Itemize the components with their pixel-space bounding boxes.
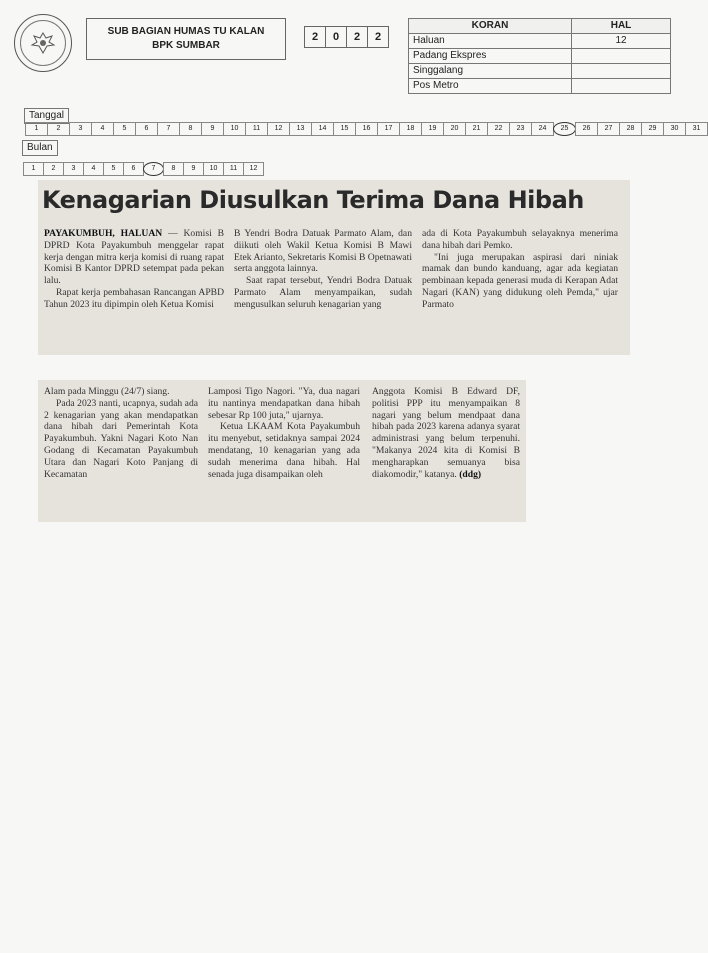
article-column-4	[44, 386, 198, 480]
date-cell: 6	[135, 122, 158, 136]
date-cell: 21	[465, 122, 488, 136]
unit-header	[86, 18, 286, 60]
koran-table	[408, 18, 671, 94]
date-cell: 11	[245, 122, 268, 136]
article-column-3	[422, 228, 618, 311]
dateline: PAYAKUMBUH, HALUAN	[44, 228, 163, 239]
date-cell: 3	[63, 162, 84, 176]
year-digit: 0	[325, 26, 347, 48]
date-cell: 19	[421, 122, 444, 136]
col2-para-2: Saat rapat tersebut, Yendri Bodra Datuak Parmato Alam menyampaikan, sudah mengusulkan seluruh kenagarian yang	[234, 275, 412, 310]
bulan-strip	[24, 162, 264, 176]
article-column-6	[372, 386, 520, 480]
bulan-label: Bulan	[22, 140, 58, 156]
hal-header: HAL	[572, 19, 671, 34]
col3-para-1: ada di Kota Payakumbuh selayaknya menerima dana hibah dari Pemko.	[422, 228, 618, 251]
table-row	[409, 49, 671, 64]
date-cell: 1	[23, 162, 44, 176]
year-digit: 2	[367, 26, 389, 48]
col4-para-1: Alam pada Minggu (24/7) siang.	[44, 386, 170, 397]
col3-para-2: "Ini juga merupakan aspirasi dari niniak mamak dan bundo kanduang, agar ada kegiatan pembinaan kepada generasi muda di Kerapan Adat Nagari (KAN) yang didukung oleh Pemda," ujar Parmato	[422, 251, 618, 310]
col6-para-1: Anggota Komisi B Edward DF, politisi PPP itu menyampaikan 8 nagari yang belum mendpaat dana hibah pada 2023 karena adanya syarat administrasi yang belum terpenuhi. "Makanya 2024 kita di Komisi B mengharapkan semuanya bisa diakomodir," katanya.	[372, 386, 520, 480]
date-cell: 22	[487, 122, 510, 136]
table-row	[409, 64, 671, 79]
date-cell: 30	[663, 122, 686, 136]
date-cell: 4	[83, 162, 104, 176]
date-cell: 13	[289, 122, 312, 136]
date-cell: 9	[183, 162, 204, 176]
date-cell: 17	[377, 122, 400, 136]
date-cell: 2	[43, 162, 64, 176]
date-cell: 5	[113, 122, 136, 136]
year-digit: 2	[304, 26, 326, 48]
col5-para-2: Ketua LKAAM Kota Payakumbuh itu menyebut, setidaknya sampai 2024 mendatang, 10 kenagarian yang ada sudah menerima dana hibah. Hal senada juga disampaikan oleh	[208, 421, 360, 480]
date-cell: 1	[25, 122, 48, 136]
date-cell-selected: 7	[143, 162, 164, 176]
article-column-2	[234, 228, 412, 311]
article-column-5	[208, 386, 360, 480]
unit-line-1: SUB BAGIAN HUMAS TU KALAN	[107, 26, 265, 37]
garuda-seal-icon	[14, 14, 72, 72]
byline-sign: (ddg)	[459, 468, 482, 480]
date-cell: 8	[163, 162, 184, 176]
table-row	[409, 79, 671, 94]
date-cell: 3	[69, 122, 92, 136]
date-cell: 20	[443, 122, 466, 136]
clipping-bottom	[38, 380, 526, 522]
koran-name: Pos Metro	[409, 79, 572, 94]
koran-hal	[572, 79, 671, 94]
date-cell: 11	[223, 162, 244, 176]
date-cell: 2	[47, 122, 70, 136]
year-digit: 2	[346, 26, 368, 48]
table-row	[409, 34, 671, 49]
date-cell: 16	[355, 122, 378, 136]
date-cell: 15	[333, 122, 356, 136]
date-cell: 23	[509, 122, 532, 136]
date-cell: 26	[575, 122, 598, 136]
date-cell: 29	[641, 122, 664, 136]
date-cell: 12	[243, 162, 264, 176]
clipping-top	[38, 180, 630, 355]
col1-para-1: — Komisi B DPRD Kota Payakumbuh menggelar rapat kerja dengan mitra kerja komisi di ruang rapat Komisi B Kantor DPRD setempat pada pekan lalu.	[44, 228, 224, 287]
date-cell: 7	[157, 122, 180, 136]
col1-para-2: Rapat kerja pembahasan Rancangan APBD Tahun 2023 itu dipimpin oleh Ketua Komisi	[44, 286, 224, 310]
date-cell: 10	[223, 122, 246, 136]
koran-name: Padang Ekspres	[409, 49, 572, 64]
date-cell: 6	[123, 162, 144, 176]
koran-hal	[572, 64, 671, 79]
article-column-1	[44, 228, 224, 311]
date-cell: 9	[201, 122, 224, 136]
date-cell: 4	[91, 122, 114, 136]
koran-header: KORAN	[409, 19, 572, 34]
date-cell: 28	[619, 122, 642, 136]
headline: Kenagarian Diusulkan Terima Dana Hibah	[42, 186, 584, 214]
tanggal-strip	[26, 122, 708, 136]
date-cell: 31	[685, 122, 708, 136]
date-cell: 24	[531, 122, 554, 136]
date-cell: 18	[399, 122, 422, 136]
date-cell: 27	[597, 122, 620, 136]
date-cell: 8	[179, 122, 202, 136]
col2-para-1: B Yendri Bodra Datuak Parmato Alam, dan diikuti oleh Wakil Ketua Komisi B Mawi Etek Arianto, Sekretaris Komisi B Opetnawati serta anggota lainnya.	[234, 228, 412, 275]
koran-hal	[572, 49, 671, 64]
koran-name: Haluan	[409, 34, 572, 49]
unit-line-2: BPK SUMBAR	[152, 40, 220, 51]
date-cell: 10	[203, 162, 224, 176]
koran-name: Singgalang	[409, 64, 572, 79]
date-cell: 12	[267, 122, 290, 136]
tanggal-label: Tanggal	[24, 108, 69, 124]
col4-para-2: Pada 2023 nanti, ucapnya, sudah ada 2 kenagarian yang akan mendapatkan dana hibah dari Pemerintah Kota Payakumbuh. Yakni Nagari Koto Nan Godang di Kecamatan Payakumbuh Utara dan Nagari Koto Panjang di Kecamatan	[44, 397, 198, 480]
koran-hal: 12	[572, 34, 671, 49]
date-cell-selected: 25	[553, 122, 576, 136]
col5-para-1: Lamposi Tigo Nagori. "Ya, dua nagari itu nantinya mendapatkan dana hibah sebesar Rp 100 juta," ujarnya.	[208, 386, 360, 421]
year-box	[305, 26, 389, 48]
date-cell: 14	[311, 122, 334, 136]
date-cell: 5	[103, 162, 124, 176]
